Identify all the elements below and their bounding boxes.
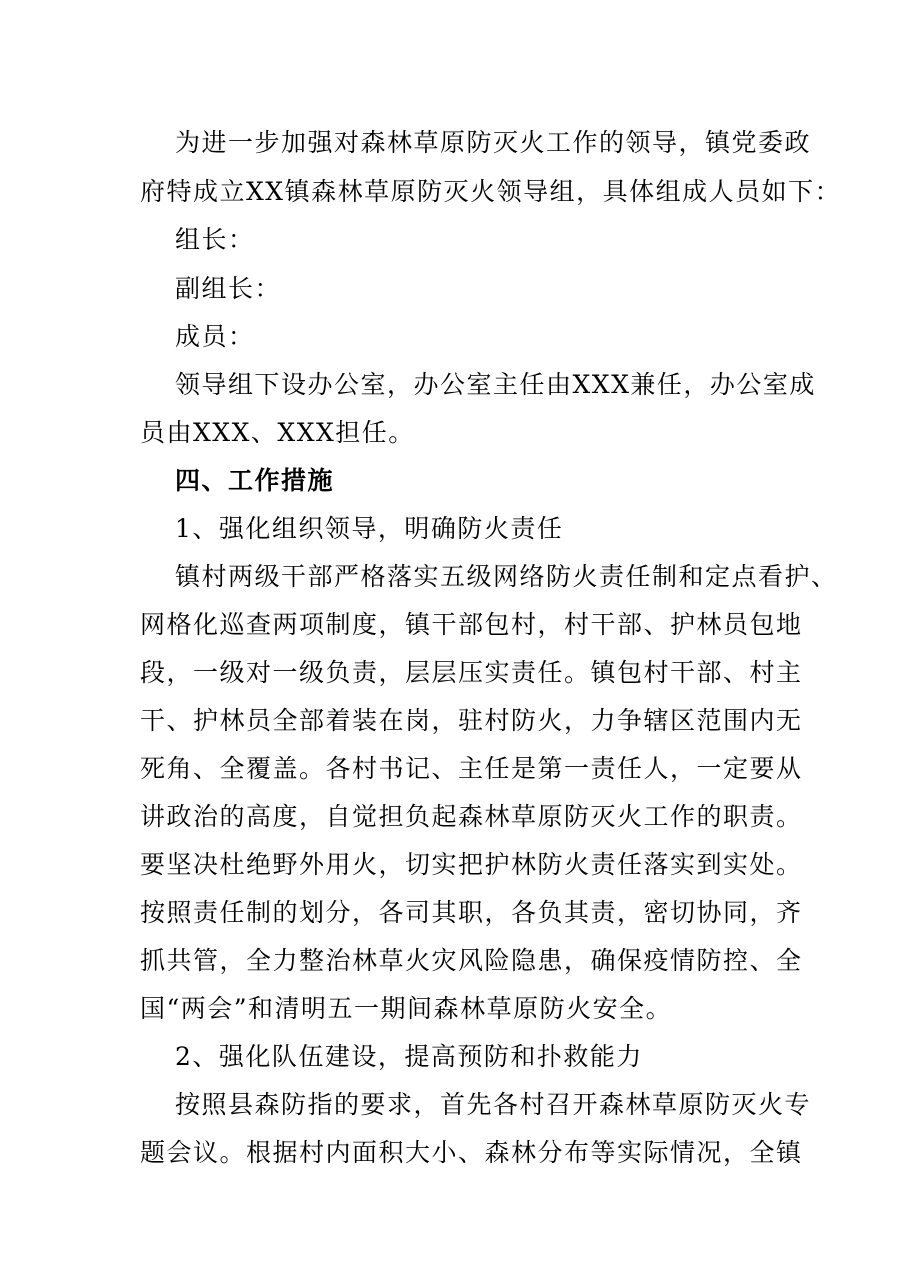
- paragraph-line: 要坚决杜绝野外用火，切实把护林防火责任落实到实处。: [140, 850, 803, 879]
- paragraph-line: 网格化巡查两项制度，镇干部包村，村干部、护林员包地: [140, 610, 803, 639]
- paragraph-line: 抓共管，全力整治林草火灾风险隐患，确保疫情防控、全: [140, 946, 803, 975]
- paragraph-line: 为进一步加强对森林草原防灭火工作的领导，镇党委政: [175, 128, 812, 157]
- subsection-heading: 2、强化队伍建设，提高预防和扑救能力: [175, 1042, 643, 1071]
- list-item-members: 成员：: [175, 322, 255, 351]
- paragraph-line: 国“两会”和清明五一期间森林草原防火安全。: [140, 994, 673, 1023]
- paragraph-line: 按照责任制的划分，各司其职，各负其责，密切协同，齐: [140, 898, 803, 927]
- paragraph-line: 讲政治的高度，自觉担负起森林草原防灭火工作的职责。: [140, 802, 803, 831]
- paragraph-line: 干、护林员全部着装在岗，驻村防火，力争辖区范围内无: [140, 706, 803, 735]
- paragraph-line: 镇村两级干部严格落实五级网络防火责任制和定点看护、: [175, 562, 838, 591]
- paragraph-line: 府特成立XX镇森林草原防灭火领导组，具体组成人员如下：: [140, 177, 842, 206]
- subsection-heading: 1、强化组织领导，明确防火责任: [175, 514, 564, 543]
- paragraph-line: 按照县森防指的要求，首先各村召开森林草原防灭火专: [175, 1090, 812, 1119]
- paragraph-line: 题会议。根据村内面积大小、森林分布等实际情况，全镇: [140, 1138, 803, 1167]
- paragraph-line: 领导组下设办公室，办公室主任由XXX兼任，办公室成: [175, 370, 816, 399]
- paragraph-line: 员由XXX、XXX担任。: [140, 418, 415, 447]
- paragraph-line: 段，一级对一级负责，层层压实责任。镇包村干部、村主: [140, 658, 803, 687]
- paragraph-line: 死角、全覆盖。各村书记、主任是第一责任人，一定要从: [140, 754, 803, 783]
- list-item-deputy-leader: 副组长：: [175, 274, 282, 303]
- section-heading: 四、工作措施: [175, 466, 335, 495]
- list-item-group-leader: 组长：: [175, 225, 255, 254]
